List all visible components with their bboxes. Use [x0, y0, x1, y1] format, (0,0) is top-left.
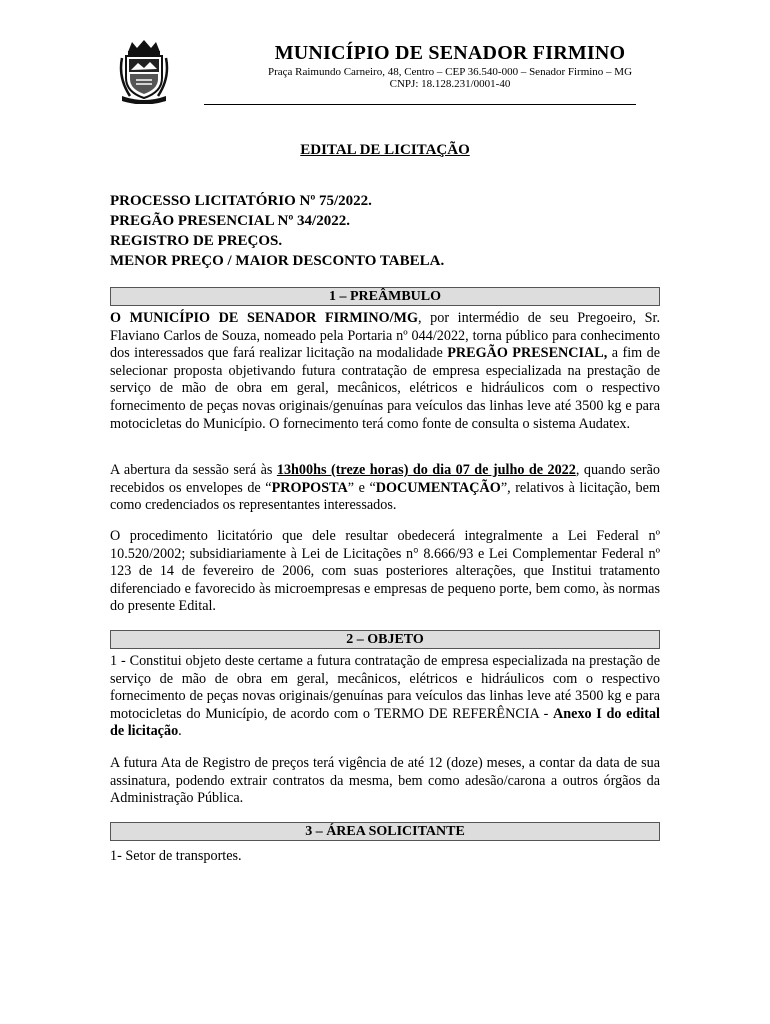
- org-cnpj: CNPJ: 18.128.231/0001-40: [389, 78, 511, 90]
- header-divider: [204, 104, 636, 105]
- section-heading-area-solicitante: 3 – ÁREA SOLICITANTE: [110, 822, 660, 841]
- document-title: EDITAL DE LICITAÇÃO: [300, 142, 470, 158]
- process-line: PROCESSO LICITATÓRIO Nº 75/2022.: [110, 193, 372, 209]
- objeto-paragraph-2: A futura Ata de Registro de preços terá vigência de até 12 (doze) meses, a contar da data de sua assinatura, podendo extrair contratos da mesma, bem como adesão/carona a outros órgãos da Administração Pública.: [110, 755, 660, 807]
- preambulo-paragraph-2: A abertura da sessão será às 13h00hs (treze horas) do dia 07 de julho de 2022, quando serão recebidos os envelopes de “PROPOSTA” e “DOCUMENTAÇÃO”, relativos à licitação, bem como credenciados os representantes interessados.: [110, 462, 660, 514]
- section-heading-objeto: 2 – OBJETO: [110, 630, 660, 649]
- preambulo-paragraph-1: O MUNICÍPIO DE SENADOR FIRMINO/MG, por intermédio de seu Pregoeiro, Sr. Flaviano Carlos de Souza, nomeado pela Portaria nº 044/2022, torna público para conhecimento dos interessados que fará realizar licitação na modalidade PREGÃO PRESENCIAL, a fim de selecionar proposta objetivando futura contratação de empresa especializada na prestação de serviço de mão de obra em geral, mecânicos, elétricos e hidráulicos com o respectivo fornecimento de peças novas originais/genuínas para veículos das linhas leve até 3500 kg e para motocicletas do Município. O fornecimento terá como fonte de consulta o sistema Audatex.: [110, 310, 660, 432]
- area-solicitante-paragraph-1: 1- Setor de transportes.: [110, 848, 242, 864]
- org-name: MUNICÍPIO DE SENADOR FIRMINO: [274, 42, 626, 64]
- preambulo-paragraph-3: O procedimento licitatório que dele resultar obedecerá integralmente a Lei Federal nº 10.520/2002; subsidiariamente à Lei de Licitações n° 8.666/93 e Lei Complementar Federal nº 123 de 14 de fevereiro de 2006, com suas posteriores alterações, que Institui tratamento diferenciado e favorecido às microempresas e empresas de pequeno porte, bem como, às normas do presente Edital.: [110, 528, 660, 615]
- process-line: PREGÃO PRESENCIAL Nº 34/2022.: [110, 213, 350, 229]
- section-heading-preambulo: 1 – PREÂMBULO: [110, 287, 660, 306]
- municipal-crest-icon: [118, 38, 170, 104]
- objeto-paragraph-1: 1 - Constitui objeto deste certame a futura contratação de empresa especializada na prestação de serviço de mão de obra em geral, mecânicos, elétricos e hidráulicos com o respectivo fornecimento de peças novas originais/genuínas para veículos das linhas leve até 3500 kg e para motocicletas do Município, de acordo com o TERMO DE REFERÊNCIA - Anexo I do edital de licitação.: [110, 653, 660, 740]
- process-line: MENOR PREÇO / MAIOR DESCONTO TABELA.: [110, 253, 445, 269]
- process-line: REGISTRO DE PREÇOS.: [110, 233, 283, 249]
- org-address: Praça Raimundo Carneiro, 48, Centro – CEP 36.540-000 – Senador Firmino – MG: [267, 66, 633, 78]
